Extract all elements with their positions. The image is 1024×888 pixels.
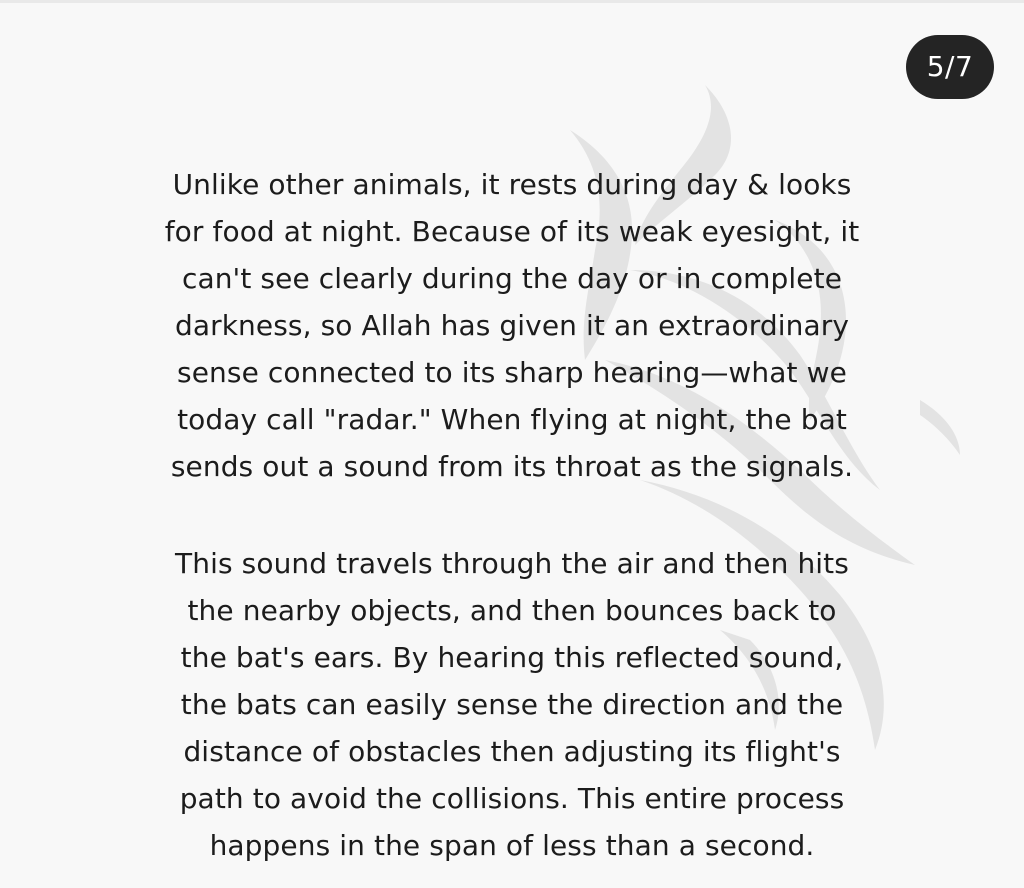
paragraph-1 [80, 161, 944, 490]
paragraph-line: darkness, so Allah has given it an extraordinary [174, 309, 850, 342]
slide-counter-badge: 5/7 [906, 35, 994, 99]
paragraph-line: happens in the span of less than a second. [209, 829, 815, 862]
paragraph-line: sends out a sound from its throat as the signals. [170, 450, 854, 483]
paragraph-line: sense connected to its sharp hearing—what we [177, 356, 847, 389]
paragraph-line: Unlike other animals, it rests during day & looks [172, 168, 852, 201]
paragraph-line: today call "radar." When flying at night, the bat [177, 403, 847, 436]
top-divider [0, 0, 1024, 3]
paragraph-line: path to avoid the collisions. This entire process [179, 782, 845, 815]
paragraph-line: distance of obstacles then adjusting its flight's [183, 735, 841, 768]
paragraph-2 [80, 540, 944, 869]
paragraph-line: the nearby objects, and then bounces back to [187, 594, 837, 627]
paragraph-line: the bats can easily sense the direction and the [180, 688, 844, 721]
paragraph-line: the bat's ears. By hearing this reflected sound, [180, 641, 844, 674]
paragraph-line: This sound travels through the air and then hits [175, 547, 849, 580]
paragraph-line: can't see clearly during the day or in complete [181, 262, 843, 295]
paragraph-line: for food at night. Because of its weak eyesight, it [164, 215, 860, 248]
